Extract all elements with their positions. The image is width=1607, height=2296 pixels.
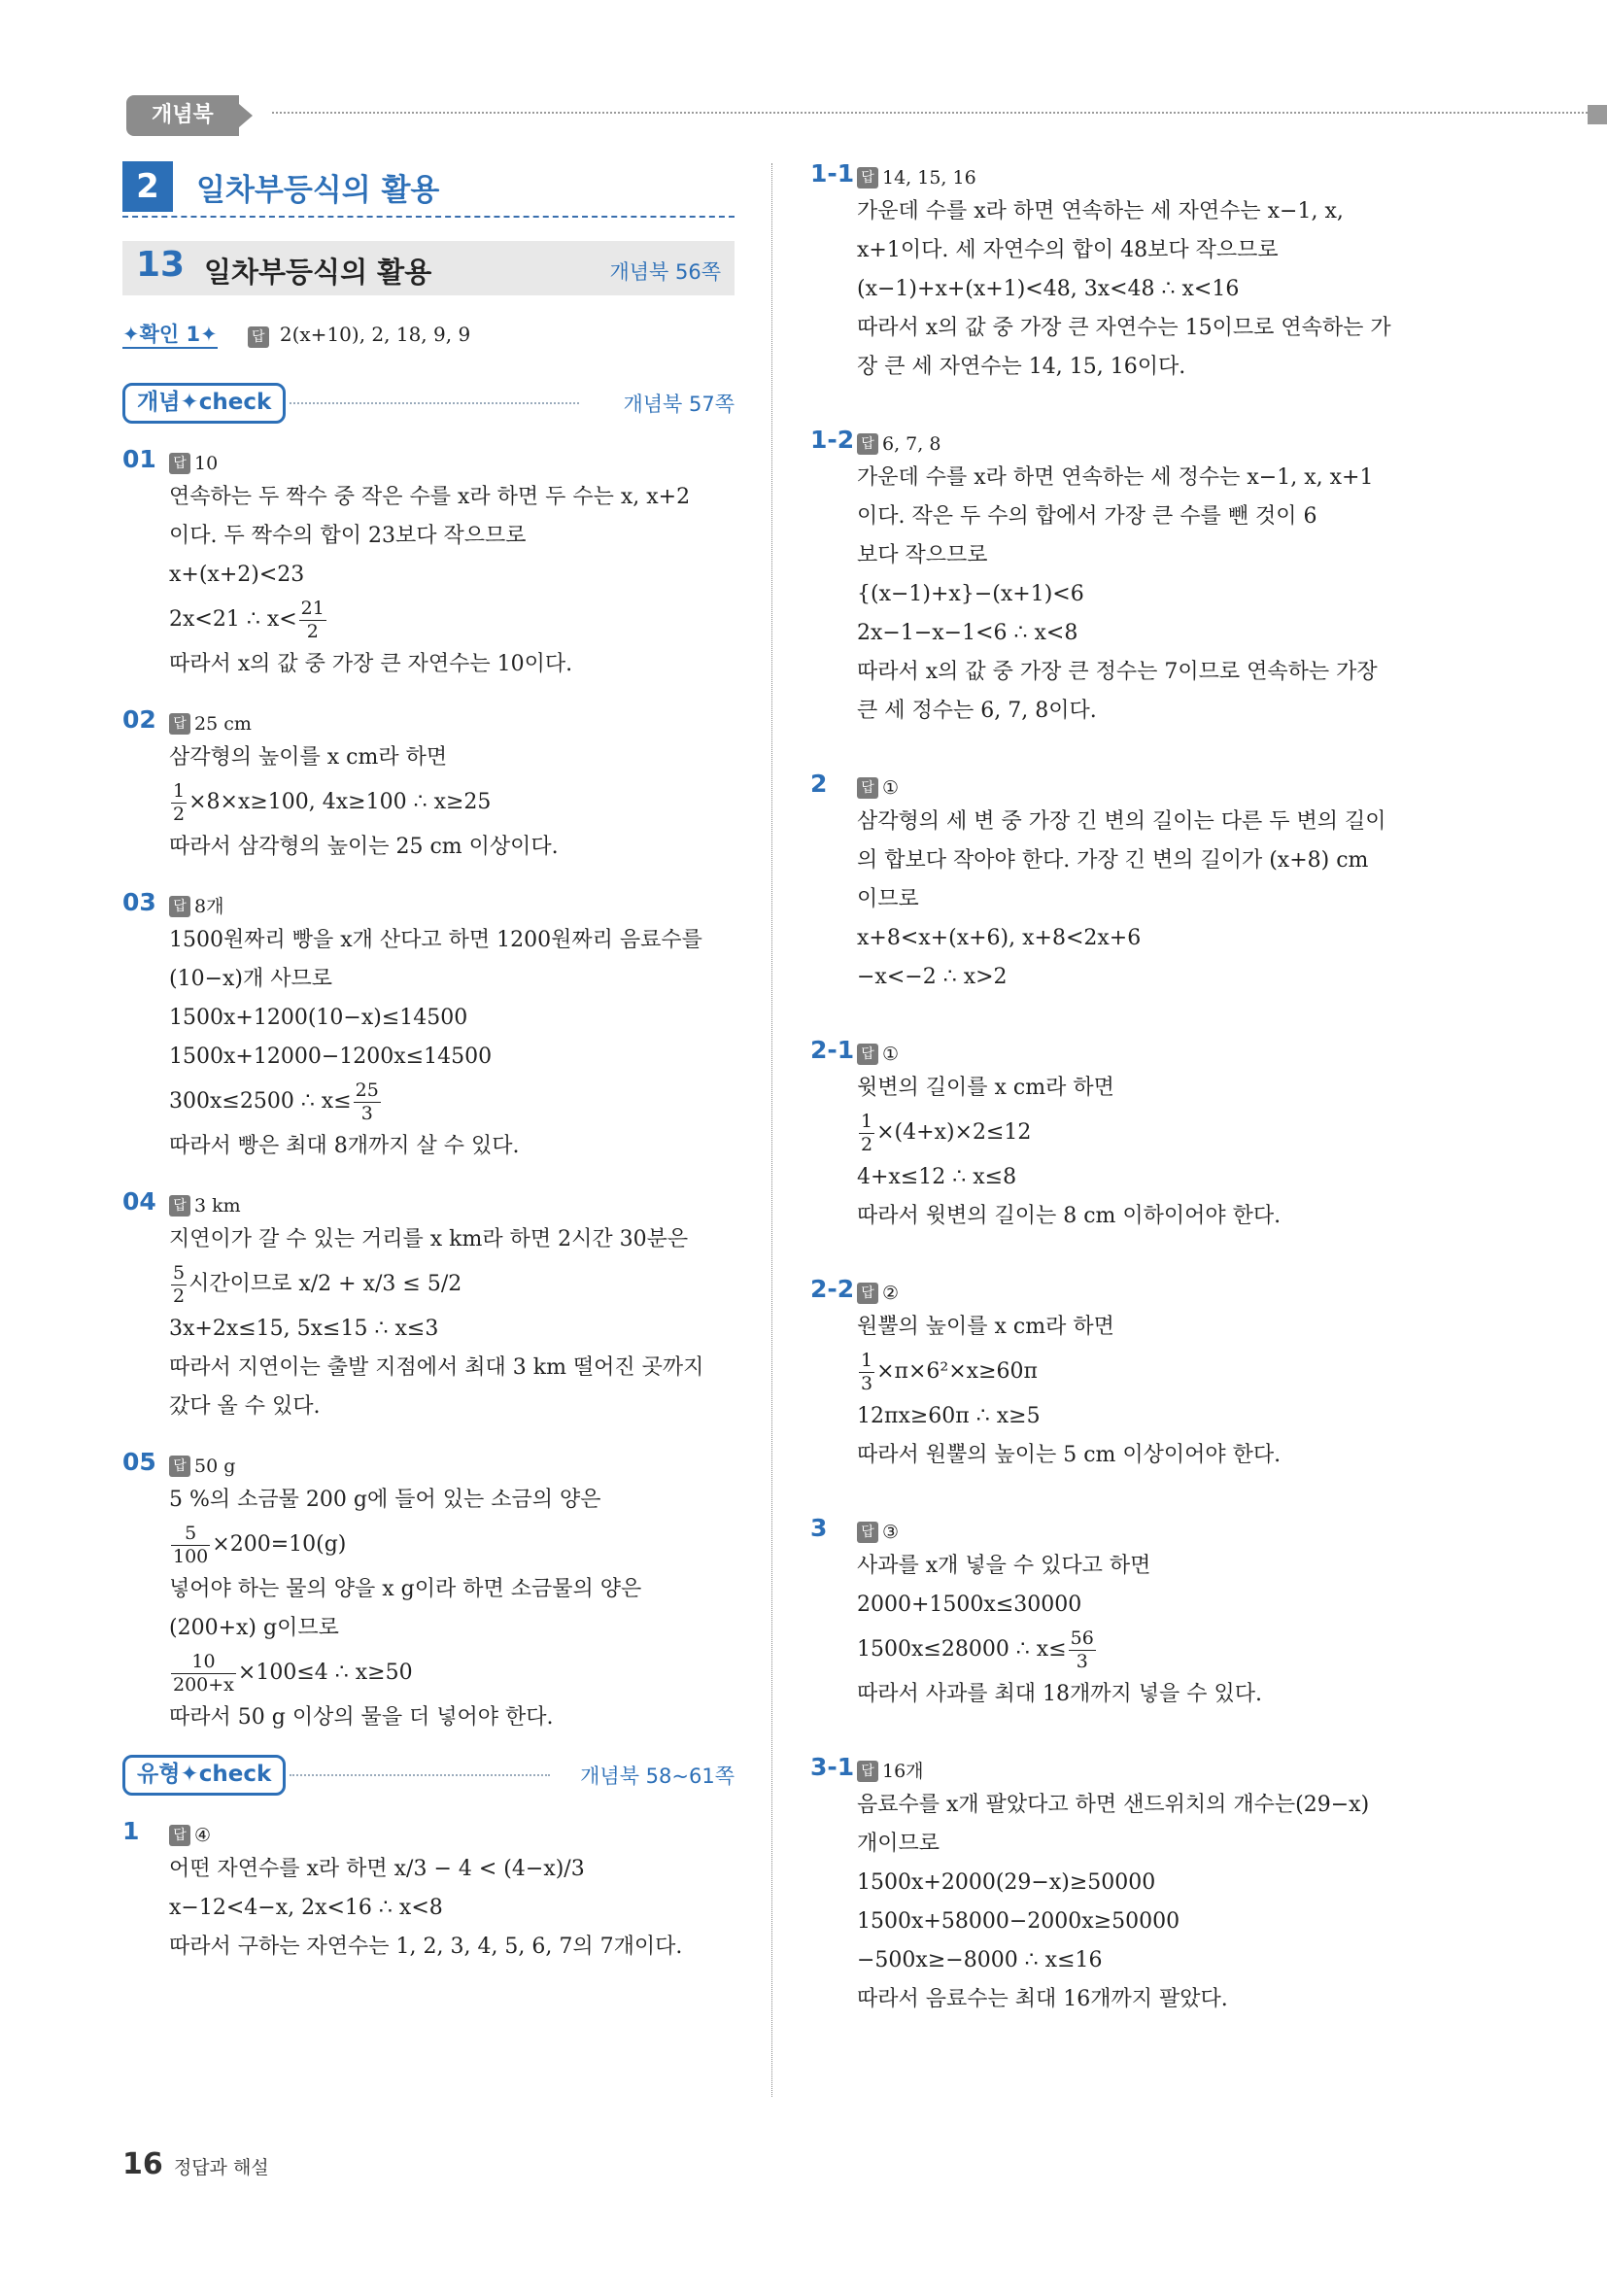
solution-text: 의 합보다 작아야 한다. 가장 긴 변의 길이가 (x+8) cm (857, 848, 1369, 873)
problem-block (122, 1813, 735, 1967)
solution-text: 지연이가 갈 수 있는 거리를 x km라 하면 2시간 30분은 (169, 1227, 689, 1251)
solution-text: 1500원짜리 빵을 x개 산다고 하면 1200원짜리 음료수를 (169, 928, 702, 952)
solution-line (857, 1158, 1428, 1197)
section-title: 일차부등식의 활용 (196, 173, 440, 208)
solution-text: 1500x+1200(10−x)≤14500 (169, 1006, 468, 1030)
concept-check-page-ref: 개념북 57쪽 (623, 393, 735, 416)
type-check-page-ref: 개념북 58~61쪽 (580, 1765, 735, 1788)
solution-lines (810, 1308, 1428, 1475)
solution-line (857, 575, 1428, 614)
footer-title: 정답과 해설 (173, 2157, 269, 2178)
solution-text: 시간이므로 x/2 + x/3 ≤ 5/2 (188, 1272, 462, 1296)
answer-badge: 답 (857, 1522, 878, 1543)
solution-line (857, 1902, 1428, 1941)
subsection-number: 13 (136, 245, 186, 285)
solution-text: 사과를 x개 넣을 수 있다고 하면 (857, 1554, 1151, 1578)
solution-line (169, 1127, 735, 1166)
solution-text: ×8×x≥100, 4x≥100 ∴ x≥25 (188, 790, 492, 814)
solution-lines (122, 921, 735, 1166)
solution-line (857, 880, 1428, 919)
solution-line (169, 921, 735, 960)
solution-text: 따라서 삼각형의 높이는 25 cm 이상이다. (169, 835, 559, 859)
solution-text: 원뿔의 높이를 x cm라 하면 (857, 1315, 1114, 1339)
problem-number: 2-1 (810, 1036, 855, 1064)
fraction-denominator: 3 (1076, 1650, 1088, 1672)
solution-line (169, 1850, 735, 1889)
solution-text: 따라서 x의 값 중 가장 큰 자연수는 10이다. (169, 652, 573, 676)
solution-line (857, 1980, 1428, 2019)
fraction-numerator: 25 (355, 1079, 379, 1101)
concept-check-header (122, 383, 735, 424)
solution-line (857, 614, 1428, 653)
solution-text: 2x−1−x−1<6 ∴ x<8 (857, 621, 1078, 645)
solution-line (857, 1825, 1428, 1864)
problem-block (122, 884, 735, 1166)
solution-text: 5 %의 소금물 200 g에 들어 있는 소금의 양은 (169, 1488, 601, 1512)
type-check-header (122, 1755, 735, 1796)
problem-answer: ② (882, 1282, 900, 1304)
problem-block (810, 1271, 1428, 1475)
fraction (299, 597, 326, 642)
solution-text: 따라서 x의 값 중 가장 큰 정수는 7이므로 연속하는 가장 (857, 660, 1378, 684)
subsection-title: 일차부등식의 활용 (204, 256, 432, 289)
answer-badge: 답 (169, 453, 190, 474)
fraction-denominator: 200+x (173, 1673, 234, 1696)
problem-header (810, 1271, 1428, 1308)
problem-block (122, 702, 735, 867)
solution-text: 가운데 수를 x라 하면 연속하는 세 자연수는 x−1, x, (857, 199, 1344, 223)
problem-number: 1-2 (810, 426, 855, 454)
solution-text: 300x≤2500 ∴ x≤ (169, 1089, 352, 1114)
problem-block (810, 155, 1428, 387)
solution-lines (122, 478, 735, 684)
solution-line (169, 1038, 735, 1077)
solution-lines (122, 1481, 735, 1737)
problem-number: 1-1 (810, 159, 855, 188)
solution-lines (810, 803, 1428, 997)
solution-line (857, 1675, 1428, 1714)
right-column (810, 155, 1428, 2054)
solution-text: −x<−2 ∴ x>2 (857, 965, 1008, 989)
problem-block (122, 1444, 735, 1737)
solution-lines (810, 1069, 1428, 1236)
confirm-label: ✦확인 1✦ (122, 323, 218, 349)
solution-text: {(x−1)+x}−(x+1)<6 (857, 582, 1084, 606)
solution-text: 윗변의 길이를 x cm라 하면 (857, 1076, 1114, 1100)
fraction (171, 1522, 210, 1567)
solution-line (857, 192, 1428, 231)
problem-header (810, 1510, 1428, 1547)
solution-line (857, 231, 1428, 270)
solution-line (857, 803, 1428, 841)
answer-badge: 답 (857, 433, 878, 455)
solution-line (169, 1259, 735, 1310)
answer-badge: 답 (169, 1825, 190, 1846)
solution-line (169, 777, 735, 828)
fraction-numerator: 21 (300, 597, 325, 619)
type-check-dotted-line (290, 1774, 550, 1776)
solution-line (169, 1077, 735, 1127)
solution-text: ×100≤4 ∴ x≥50 (237, 1661, 413, 1685)
fraction-denominator: 2 (173, 1285, 186, 1307)
solution-line (857, 958, 1428, 997)
solution-line (857, 1436, 1428, 1475)
solution-text: 1500x+58000−2000x≥50000 (857, 1909, 1180, 1934)
problem-answer: ① (882, 776, 900, 799)
solution-text: 1500x+2000(29−x)≥50000 (857, 1870, 1156, 1895)
solution-text: x−12<4−x, 2x<16 ∴ x<8 (169, 1896, 443, 1920)
solution-line (169, 1349, 735, 1388)
problem-header (122, 1813, 735, 1850)
fraction-numerator: 5 (171, 1525, 210, 1546)
problem-answer: 16개 (882, 1760, 924, 1782)
solution-text: 따라서 빵은 최대 8개까지 살 수 있다. (169, 1134, 520, 1158)
solution-line (169, 517, 735, 556)
solution-text: 따라서 원뿔의 높이는 5 cm 이상이어야 한다. (857, 1443, 1282, 1467)
solution-text: 큰 세 정수는 6, 7, 8이다. (857, 699, 1097, 723)
solution-line (169, 1520, 735, 1570)
concept-problems (122, 441, 735, 1737)
fraction-denominator: 100 (173, 1545, 209, 1567)
answer-badge: 답 (169, 1195, 190, 1217)
solution-line (169, 478, 735, 517)
solution-text: 어떤 자연수를 x라 하면 x/3 − 4 < (4−x)/3 (169, 1857, 585, 1881)
solution-text: x+1이다. 세 자연수의 합이 48보다 작으므로 (857, 238, 1279, 262)
solution-text: 2x<21 ∴ x< (169, 607, 297, 632)
page-number: 16 (122, 2147, 163, 2181)
solution-text: 1500x≤28000 ∴ x≤ (857, 1637, 1067, 1662)
solution-text: 갔다 올 수 있다. (169, 1394, 321, 1419)
answer-badge: 답 (857, 167, 878, 188)
solution-text: 삼각형의 세 변 중 가장 긴 변의 길이는 다른 두 변의 길이 (857, 809, 1386, 834)
solution-text: 보다 작으므로 (857, 543, 988, 567)
header-dotted-line (272, 112, 1588, 114)
fraction-denominator: 2 (306, 620, 319, 642)
solution-line (857, 1625, 1428, 1675)
type-problems-continued (810, 155, 1428, 2019)
solution-text: (200+x) g이므로 (169, 1616, 339, 1640)
problem-block (810, 1749, 1428, 2019)
problem-header (810, 766, 1428, 803)
solution-text: 3x+2x≤15, 5x≤15 ∴ x≤3 (169, 1317, 439, 1341)
problem-answer: 8개 (194, 895, 224, 917)
solution-line (169, 1928, 735, 1967)
concept-check-dotted-line (290, 402, 579, 404)
solution-lines (810, 1786, 1428, 2019)
section-number: 2 (122, 161, 173, 212)
solution-text: 따라서 지연이는 출발 지점에서 최대 3 km 떨어진 곳까지 (169, 1355, 704, 1380)
fraction-numerator: 56 (1070, 1627, 1094, 1649)
fraction-denominator: 2 (861, 1133, 873, 1155)
solution-line (169, 1609, 735, 1648)
solution-text: 따라서 음료수는 최대 16개까지 팔았다. (857, 1987, 1228, 2011)
problem-number: 03 (122, 888, 156, 916)
problem-header (122, 441, 735, 478)
problem-header (810, 155, 1428, 192)
solution-text: 넣어야 하는 물의 양을 x g이라 하면 소금물의 양은 (169, 1577, 642, 1601)
solution-line (169, 999, 735, 1038)
solution-text: 이다. 작은 두 수의 합에서 가장 큰 수를 뺀 것이 6 (857, 504, 1317, 529)
solution-line (169, 1648, 735, 1698)
fraction (171, 779, 187, 825)
solution-text: ×(4+x)×2≤12 (876, 1120, 1032, 1145)
solution-text: 음료수를 x개 팔았다고 하면 샌드위치의 개수는(29−x) (857, 1793, 1370, 1817)
problem-block (122, 441, 735, 684)
problem-number: 04 (122, 1187, 156, 1216)
answer-badge: 답 (169, 713, 190, 735)
fraction-denominator: 3 (861, 1372, 873, 1394)
solution-lines (810, 1547, 1428, 1714)
problem-answer: ① (882, 1043, 900, 1065)
fraction (171, 1261, 187, 1307)
answer-badge: 답 (169, 896, 190, 917)
problem-answer: 25 cm (194, 712, 252, 735)
answer-badge: 답 (857, 777, 878, 799)
problem-answer: 3 km (194, 1194, 241, 1217)
problem-number: 3-1 (810, 1753, 855, 1781)
solution-line (169, 1570, 735, 1609)
solution-lines (122, 1850, 735, 1967)
fraction-numerator: 1 (861, 1110, 873, 1132)
page-footer (122, 2147, 269, 2182)
fraction (859, 1110, 874, 1155)
solution-text: ×π×6²×x≥60π (876, 1359, 1038, 1384)
solution-text: 따라서 윗변의 길이는 8 cm 이하이어야 한다. (857, 1204, 1282, 1228)
solution-text: (x−1)+x+(x+1)<48, 3x<48 ∴ x<16 (857, 277, 1240, 301)
section-header (122, 155, 735, 218)
solution-line (169, 1310, 735, 1349)
solution-line (857, 309, 1428, 348)
solution-text: 따라서 구하는 자연수는 1, 2, 3, 4, 5, 6, 7의 7개이다. (169, 1935, 683, 1959)
solution-line (857, 653, 1428, 692)
problem-block (810, 766, 1428, 997)
fraction-denominator: 2 (173, 803, 186, 825)
fraction (354, 1081, 381, 1123)
solution-line (169, 645, 735, 684)
solution-text: 12πx≥60π ∴ x≥5 (857, 1404, 1041, 1428)
solution-lines (810, 459, 1428, 731)
answer-badge: 답 (169, 1456, 190, 1477)
solution-text: 따라서 50 g 이상의 물을 더 넣어야 한다. (169, 1705, 554, 1730)
fraction (171, 1650, 236, 1696)
concept-check-tag: 개념✦check (122, 383, 286, 424)
problem-header (122, 1444, 735, 1481)
fraction-numerator: 1 (861, 1349, 873, 1371)
problem-header (810, 422, 1428, 459)
problem-header (122, 884, 735, 921)
answer-badge: 답 (857, 1044, 878, 1065)
solution-text: −500x≥−8000 ∴ x≤16 (857, 1948, 1103, 1972)
header-end-marker (1588, 105, 1607, 124)
solution-text: 연속하는 두 짝수 중 작은 수를 x라 하면 두 수는 x, x+2 (169, 485, 691, 509)
problem-answer: ④ (194, 1824, 212, 1846)
book-tab-label: 개념북 (126, 95, 239, 136)
problem-answer: 50 g (194, 1455, 236, 1477)
solution-text: x+(x+2)<23 (169, 563, 305, 587)
solution-line (857, 348, 1428, 387)
problem-header (122, 1183, 735, 1220)
left-column (122, 155, 735, 1976)
solution-line (169, 595, 735, 645)
problem-answer: ③ (882, 1521, 900, 1543)
problem-header (122, 702, 735, 738)
fraction-numerator: 5 (173, 1261, 186, 1284)
problem-block (122, 1183, 735, 1426)
solution-line (857, 919, 1428, 958)
confirm-answer: 2(x+10), 2, 18, 9, 9 (279, 323, 471, 346)
problem-answer: 10 (194, 452, 219, 474)
fraction (1069, 1629, 1096, 1671)
solution-line (169, 556, 735, 595)
solution-text: 개이므로 (857, 1832, 940, 1856)
solution-text: 1500x+12000−1200x≤14500 (169, 1045, 493, 1069)
solution-line (169, 828, 735, 867)
solution-line (857, 459, 1428, 497)
solution-line (857, 1069, 1428, 1108)
problem-header (810, 1032, 1428, 1069)
solution-text: 따라서 x의 값 중 가장 큰 자연수는 15이므로 연속하는 가 (857, 316, 1391, 340)
solution-line (169, 1220, 735, 1259)
top-header-bar (126, 95, 1607, 136)
solution-line (857, 1864, 1428, 1902)
problem-number: 02 (122, 705, 156, 734)
solution-text: 2000+1500x≤30000 (857, 1593, 1082, 1617)
solution-line (169, 738, 735, 777)
fraction-numerator: 1 (173, 779, 186, 802)
solution-text: 가운데 수를 x라 하면 연속하는 세 정수는 x−1, x, x+1 (857, 465, 1374, 490)
solution-line (857, 1397, 1428, 1436)
solution-text: 장 큰 세 자연수는 14, 15, 16이다. (857, 355, 1186, 379)
solution-line (169, 1889, 735, 1928)
solution-line (169, 1388, 735, 1426)
solution-line (857, 692, 1428, 731)
solution-lines (810, 192, 1428, 387)
problem-answer: 14, 15, 16 (882, 166, 976, 188)
solution-line (857, 1308, 1428, 1347)
problem-number: 2-2 (810, 1275, 855, 1303)
solution-text: ×200=10(g) (212, 1532, 347, 1557)
problem-block (810, 1032, 1428, 1236)
solution-line (169, 1698, 735, 1737)
subsection-header (122, 241, 735, 295)
problem-header (810, 1749, 1428, 1786)
solution-line (857, 1547, 1428, 1586)
answer-badge: 답 (857, 1283, 878, 1304)
solution-line (857, 1586, 1428, 1625)
problem-number: 2 (810, 770, 828, 798)
type-problems (122, 1813, 735, 1967)
fraction-denominator: 3 (360, 1102, 373, 1124)
answer-badge: 답 (248, 326, 269, 348)
solution-lines (122, 738, 735, 867)
solution-text: 4+x≤12 ∴ x≤8 (857, 1165, 1017, 1189)
solution-text: 삼각형의 높이를 x cm라 하면 (169, 745, 448, 770)
solution-line (857, 1108, 1428, 1158)
answer-badge: 답 (857, 1761, 878, 1782)
solution-line (857, 1197, 1428, 1236)
solution-line (857, 841, 1428, 880)
solution-line (857, 270, 1428, 309)
solution-line (857, 1347, 1428, 1397)
solution-line (857, 1786, 1428, 1825)
fraction (859, 1349, 874, 1394)
problem-block (810, 1510, 1428, 1714)
fraction-numerator: 10 (171, 1653, 236, 1674)
subsection-page-ref: 개념북 56쪽 (609, 260, 721, 284)
solution-line (857, 536, 1428, 575)
solution-text: 이다. 두 짝수의 합이 23보다 작으므로 (169, 524, 527, 548)
problem-answer: 6, 7, 8 (882, 432, 941, 455)
confirm-block (122, 319, 735, 358)
column-divider (771, 163, 772, 2097)
solution-lines (122, 1220, 735, 1426)
type-check-tag: 유형✦check (122, 1755, 286, 1796)
solution-text: (10−x)개 사므로 (169, 967, 333, 991)
solution-text: x+8<x+(x+6), x+8<2x+6 (857, 926, 1142, 950)
solution-line (857, 497, 1428, 536)
solution-text: 이므로 (857, 887, 919, 911)
solution-line (169, 1481, 735, 1520)
problem-number: 05 (122, 1448, 156, 1476)
solution-line (857, 1941, 1428, 1980)
problem-number: 01 (122, 445, 156, 473)
problem-number: 3 (810, 1514, 828, 1542)
solution-text: 따라서 사과를 최대 18개까지 넣을 수 있다. (857, 1682, 1262, 1706)
problem-block (810, 422, 1428, 731)
problem-number: 1 (122, 1817, 140, 1845)
solution-line (169, 960, 735, 999)
